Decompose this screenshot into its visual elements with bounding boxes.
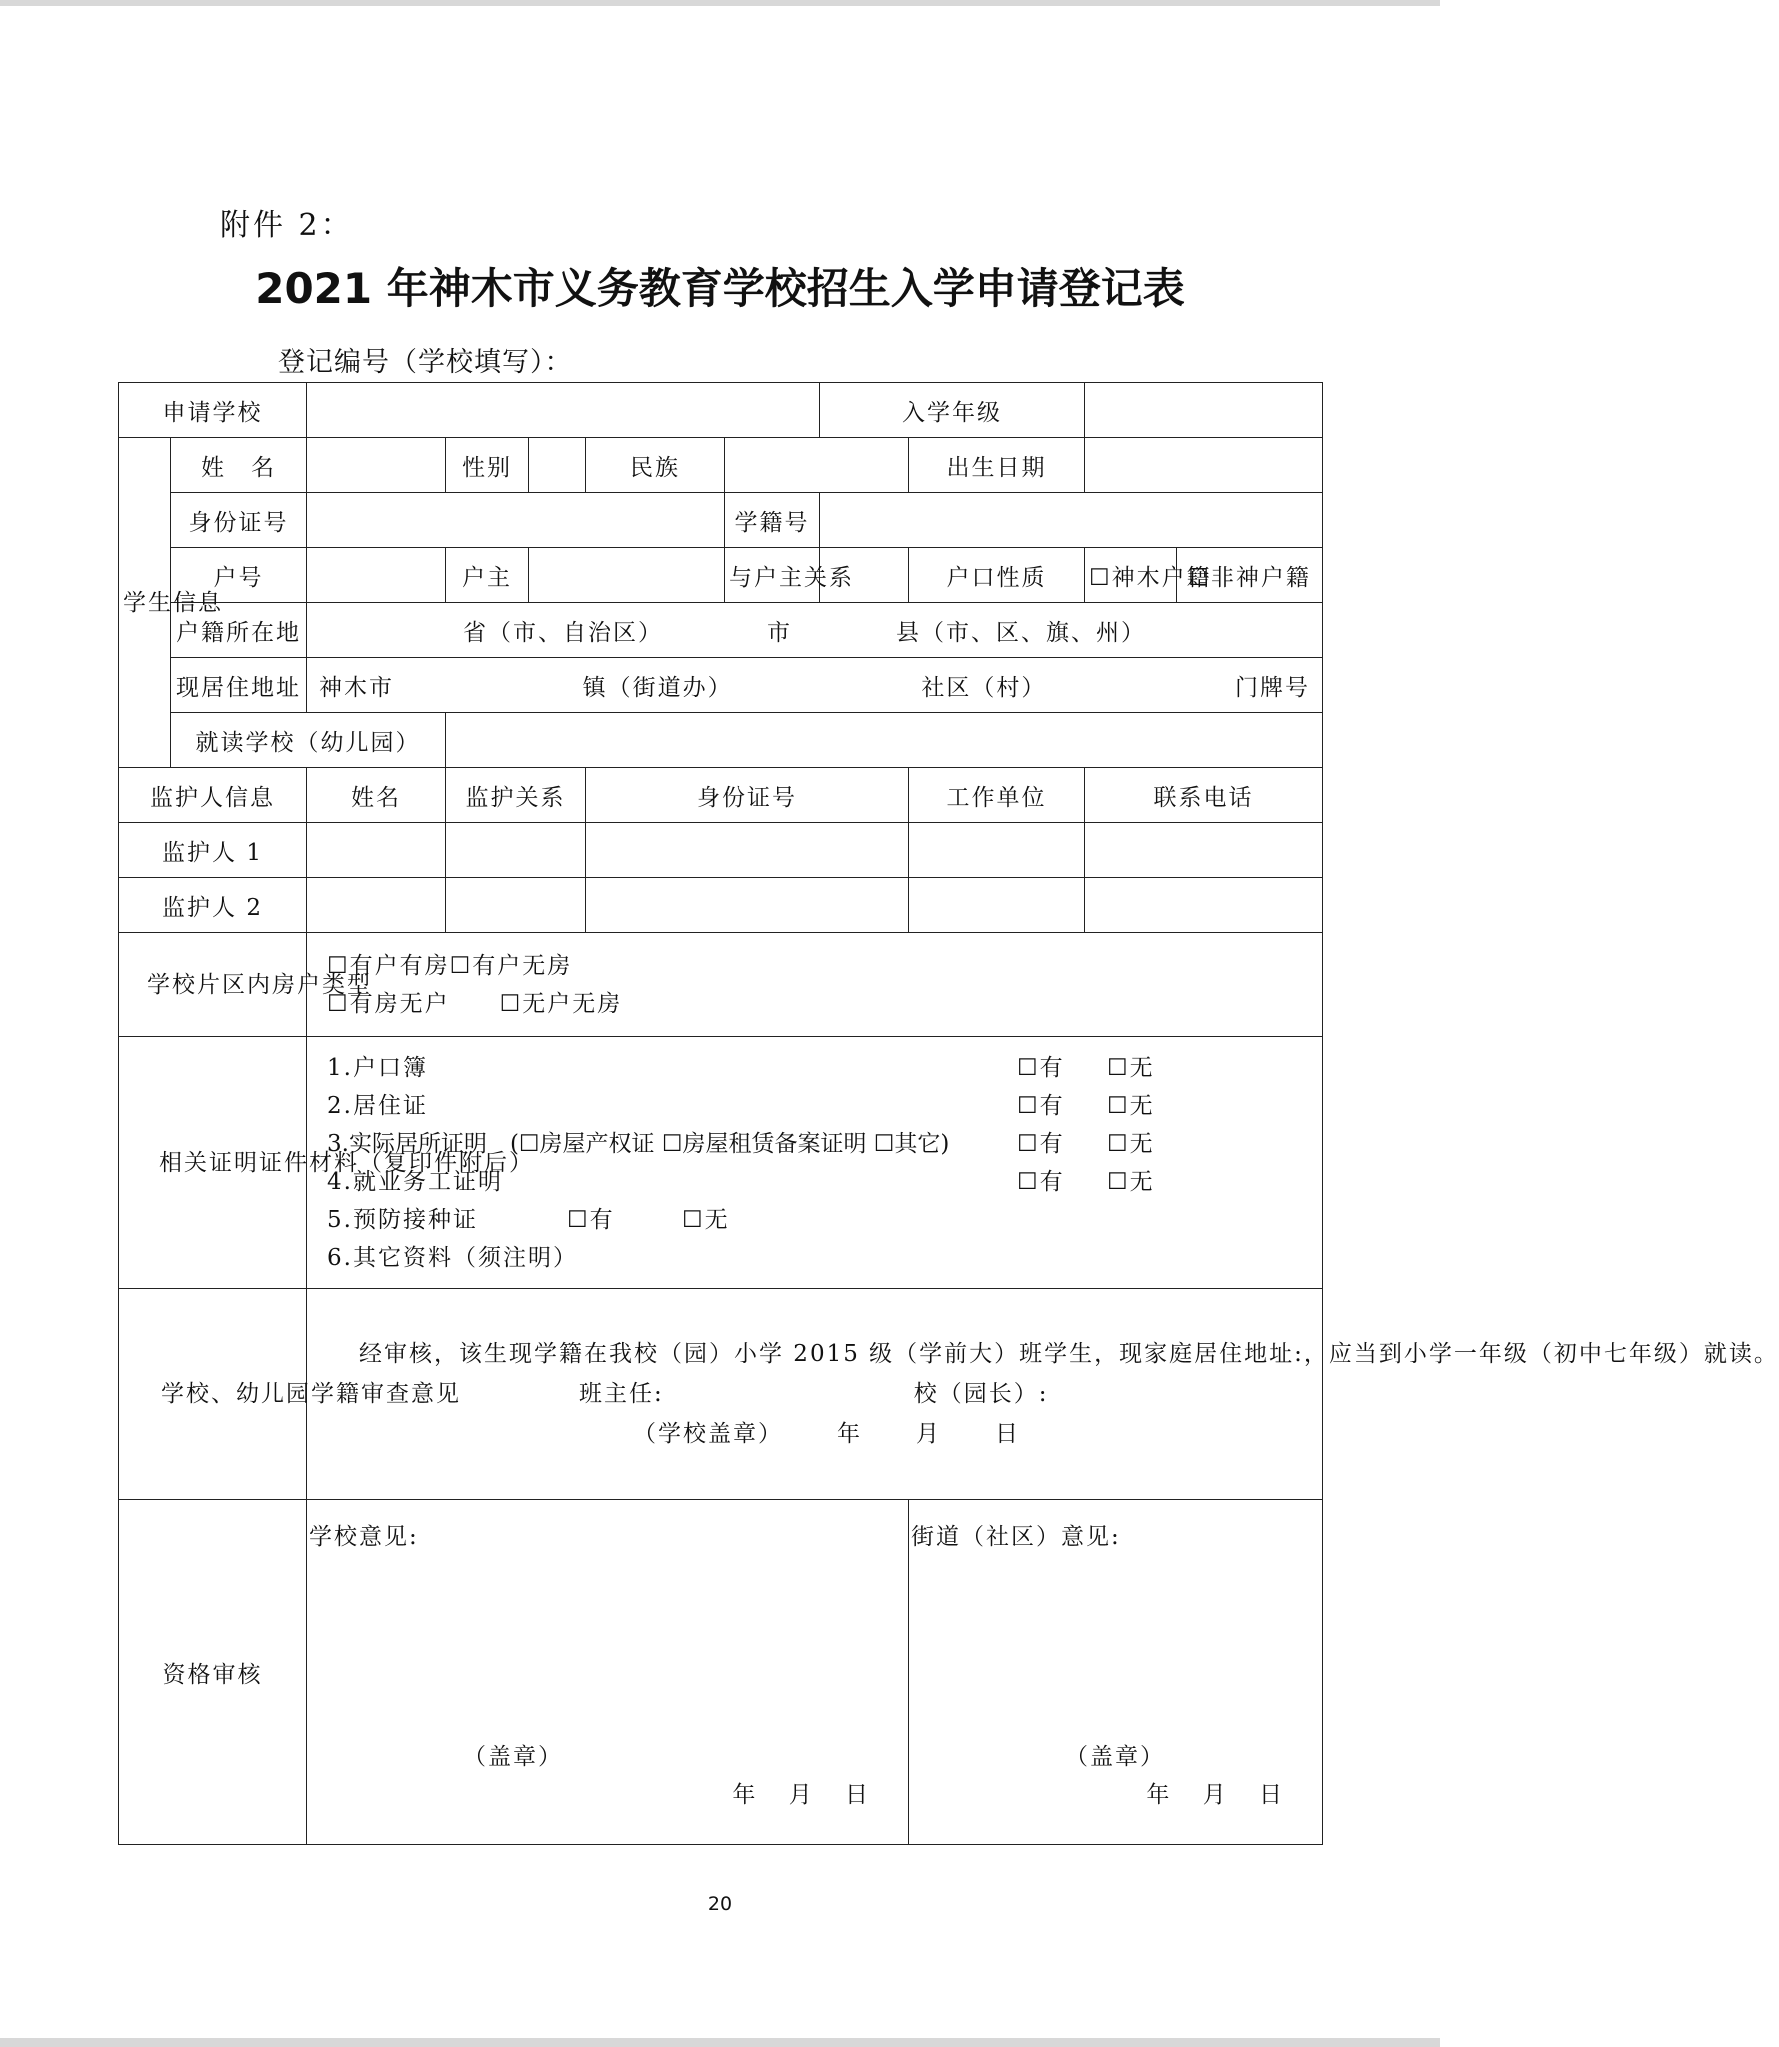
hukou-option-non-shenmu[interactable]: ☐非神户籍 [1177,548,1323,603]
class-teacher-label: 班主任: [579,1381,664,1407]
current-school-value[interactable] [446,713,1323,768]
row-housing [119,933,1323,1037]
residence-doorplate-label: 门牌号 [1235,674,1311,701]
province-label: 省（市、自治区） [463,619,663,646]
household-number-label: 户号 [171,548,307,603]
row-apply-school [119,383,1323,438]
certificates-label: 相关证明证件材料（复印件附后） [119,1037,307,1289]
page-title: 2021 年神木市义务教育学校招生入学申请登记表 [255,264,1185,313]
application-form-table [118,382,1779,1845]
housing-type-options[interactable] [307,933,1323,1037]
certificate-item: 2.居住证 ☐有 ☐无 [327,1087,1310,1125]
student-number-value[interactable] [820,493,1323,548]
residence-city: 神木市 [319,674,394,701]
hukou-option-shenmu[interactable]: ☐神木户籍 [1085,548,1177,603]
residence-town-label: 镇（街道办） [582,674,733,701]
attachment-label: 附件 2： [220,208,354,243]
student-number-label: 学籍号 [725,493,820,548]
guardian-2-label: 监护人 2 [119,878,307,933]
school-seal-label: （学校盖章） [633,1421,783,1447]
checkbox-yes[interactable]: ☐有 [1017,1054,1065,1081]
checkbox-yes[interactable]: ☐有 [1017,1130,1065,1157]
id-number-label: 身份证号 [171,493,307,548]
hukou-type-label: 户口性质 [909,548,1085,603]
scan-edge-bottom [0,2038,1440,2047]
guardian-2-phone[interactable] [1085,878,1323,933]
guardian-1-id[interactable] [586,823,909,878]
review-paragraph: 经审核，该生现学籍在我校（园）小学 2015 级（学前大）班学生，现家庭居住地址:，应当到小学一年级（初中七年级）就读。 [359,1341,1779,1367]
guardian-relation-header: 监护关系 [446,768,586,823]
housing-options-line-1[interactable]: ☐有户有房☐有户无房 [327,952,573,979]
row-student-id [119,493,1323,548]
row-residence [119,658,1323,713]
guardian-2-name[interactable] [307,878,446,933]
apply-school-value[interactable] [307,383,820,438]
certificate-item: 6.其它资料（须注明） [327,1244,578,1271]
row-guardian-2 [119,878,1323,933]
guardian-1-name[interactable] [307,823,446,878]
street-seal-label: （盖章） [1065,1744,1166,1770]
guardian-1-label: 监护人 1 [119,823,307,878]
city-label: 市 [767,619,792,646]
householder-label: 户主 [446,548,529,603]
review-month: 月 [916,1421,941,1447]
checkbox-no[interactable]: ☐无 [1107,1054,1155,1081]
ethnicity-value[interactable] [725,438,909,493]
student-name-label: 姓 名 [171,438,307,493]
certificate-item: 1.户口簿 ☐有 ☐无 [327,1049,1310,1087]
checkbox-no[interactable]: ☐无 [1107,1168,1155,1195]
checkbox-yes[interactable]: ☐有 [1017,1168,1065,1195]
residence-label: 现居住地址 [171,658,307,713]
checkbox-no[interactable]: ☐无 [682,1206,730,1233]
guardian-2-id[interactable] [586,878,909,933]
birthdate-label: 出生日期 [909,438,1085,493]
checkbox-yes[interactable]: ☐有 [567,1206,615,1233]
qualification-label: 资格审核 [119,1500,307,1845]
id-number-value[interactable] [307,493,725,548]
guardian-employer-header: 工作单位 [909,768,1085,823]
guardian-1-employer[interactable] [909,823,1085,878]
county-label: 县（市、区、旗、州） [896,619,1146,646]
certificates-list [307,1037,1323,1289]
housing-type-label: 学校片区内房户类型 [119,933,307,1037]
household-number-value[interactable] [307,548,446,603]
certificate-item: 5.预防接种证 ☐有 ☐无 [327,1201,1310,1239]
guardian-2-relation[interactable] [446,878,586,933]
street-opinion-date: 年 月 日 [1146,1782,1285,1808]
street-opinion-cell[interactable] [909,1500,1323,1845]
relation-label: 与户主关系 [725,548,820,603]
row-guardian-header [119,768,1323,823]
checkbox-yes[interactable]: ☐有 [1017,1092,1065,1119]
page-number: 20 [707,1893,733,1915]
guardian-name-header: 姓名 [307,768,446,823]
school-seal-label: （盖章） [463,1744,563,1770]
checkbox-no[interactable]: ☐无 [1107,1092,1155,1119]
student-name-value[interactable] [307,438,446,493]
student-section-label: 学生信息 [119,438,171,768]
guardian-1-relation[interactable] [446,823,586,878]
guardian-phone-header: 联系电话 [1085,768,1323,823]
row-hukou-location [119,603,1323,658]
hukou-location-label: 户籍所在地 [171,603,307,658]
row-student-name [119,438,1323,493]
review-label: 学校、幼儿园学籍审查意见 [119,1289,307,1500]
school-opinion-cell[interactable] [307,1500,909,1845]
review-year: 年 [837,1421,862,1447]
row-certificates [119,1037,1323,1289]
certificate-item: 3.实际居所证明 (☐房屋产权证 ☐房屋租赁备案证明 ☐其它) ☐有 ☐无 [327,1125,1310,1163]
residence-value[interactable] [307,658,1323,713]
principal-label: 校（园长）: [913,1381,1049,1407]
apply-school-label: 申请学校 [119,383,307,438]
checkbox-no[interactable]: ☐无 [1107,1130,1155,1157]
guardian-1-phone[interactable] [1085,823,1323,878]
school-opinion-label: 学校意见: [309,1524,419,1550]
residence-community-label: 社区（村） [921,674,1047,701]
guardian-2-employer[interactable] [909,878,1085,933]
guardian-id-header: 身份证号 [586,768,909,823]
row-current-school [119,713,1323,768]
school-opinion-date: 年 月 日 [732,1782,871,1808]
street-opinion-label: 街道（社区）意见: [911,1524,1121,1550]
scan-edge-top [0,0,1440,6]
certificate-item: 4.就业务工证明 ☐有 ☐无 [327,1163,1310,1201]
row-household [119,548,1323,603]
review-day: 日 [995,1421,1020,1447]
housing-options-line-2[interactable]: ☐有房无户 ☐无户无房 [327,990,623,1017]
guardian-info-label: 监护人信息 [119,768,307,823]
gender-label: 性别 [446,438,529,493]
row-guardian-1 [119,823,1323,878]
householder-value[interactable] [529,548,725,603]
row-qualification [119,1500,1323,1845]
grade-label: 入学年级 [820,383,1085,438]
grade-value[interactable] [1085,383,1323,438]
hukou-location-value[interactable] [307,603,1323,658]
registration-number-label: 登记编号（学校填写）： [278,347,573,378]
gender-value[interactable] [529,438,586,493]
birthdate-value[interactable] [1085,438,1323,493]
ethnicity-label: 民族 [586,438,725,493]
current-school-label: 就读学校（幼儿园） [171,713,446,768]
row-review [119,1289,1323,1500]
